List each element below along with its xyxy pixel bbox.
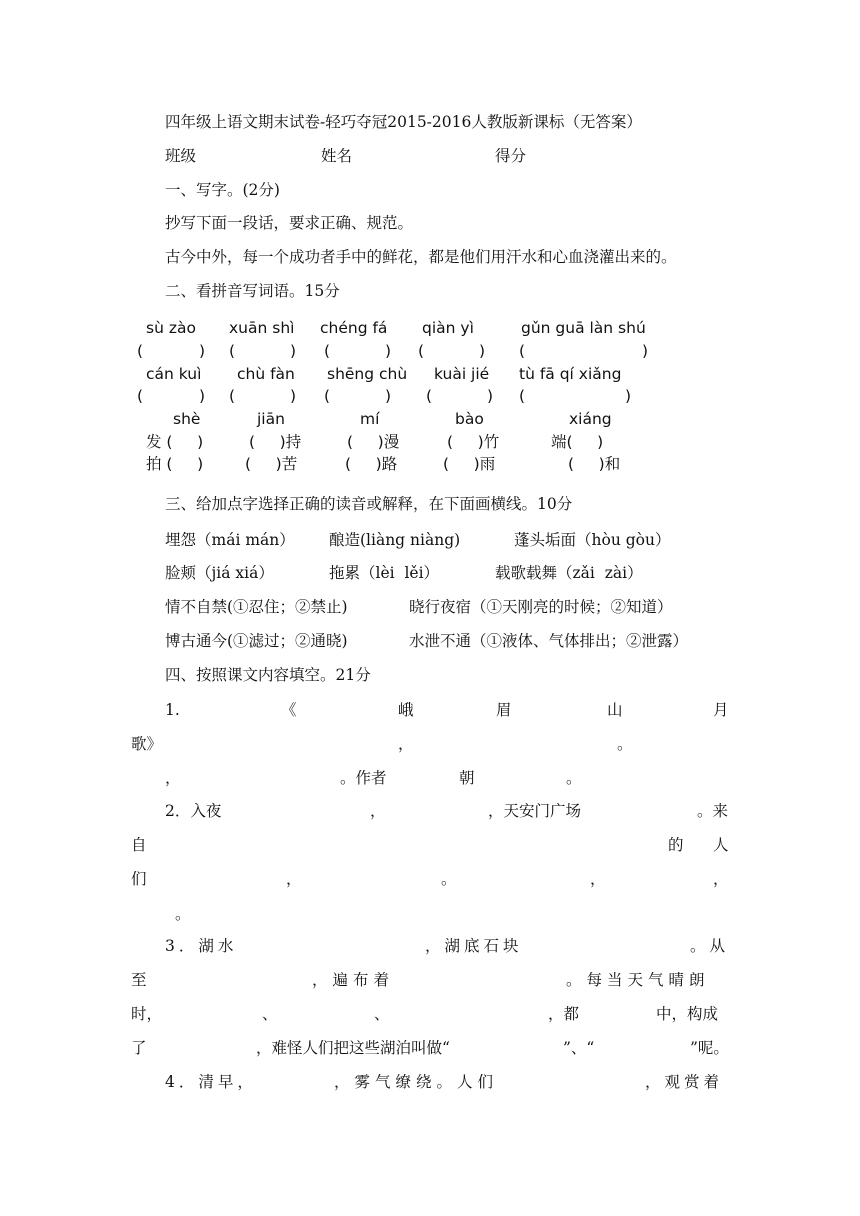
fill-text: 人 <box>713 836 729 854</box>
fill-text: 。每当天气晴朗 <box>566 971 710 989</box>
pinyin-item: bào <box>455 410 484 428</box>
fill-text: 。 <box>441 870 457 888</box>
fill-text: ”、“ <box>563 1039 595 1057</box>
pinyin-item: xiáng <box>569 410 612 428</box>
pinyin-item: kuài jié <box>434 365 490 383</box>
fill-text: ，观赏着 <box>645 1073 724 1091</box>
answer-blank-open: ( <box>418 342 425 360</box>
fill-text: 。作者 <box>340 769 387 787</box>
reading-option: 拖累（lèi lěi） <box>329 564 440 582</box>
fill-text: 、 <box>374 1005 390 1023</box>
answer-blank-close: ) <box>479 342 486 360</box>
fill-text: ，难怪人们把这些湖泊叫做“ <box>256 1039 450 1057</box>
fill-text: 。 <box>175 905 191 923</box>
answer-blank-open: ( <box>426 387 433 405</box>
fill-text: 月 <box>713 701 729 719</box>
fill-text: ”呢。 <box>690 1039 729 1057</box>
fill-text: ，雾气缭绕。人们 <box>334 1073 499 1091</box>
section1-passage: 古今中外，每一个成功者手中的鲜花，都是他们用汗水和心血浇灌出来的。 <box>165 248 677 266</box>
fill-text: ， <box>398 735 414 753</box>
pinyin-item: qiàn yì <box>422 319 474 337</box>
fill-text: 。 <box>617 735 633 753</box>
homophone-blank: ( )漫 <box>347 433 400 451</box>
answer-blank-open: ( <box>137 342 144 360</box>
section3-heading: 三、给加点字选择正确的读音或解释，在下面画横线。10分 <box>165 495 573 513</box>
answer-blank-close: ) <box>290 342 297 360</box>
homophone-blank: ( )路 <box>345 455 398 473</box>
section4-heading: 四、按照课文内容填空。21分 <box>165 666 371 684</box>
fill-text: ，都 <box>548 1005 580 1023</box>
fill-text: ， <box>165 769 181 787</box>
fill-text: ，天安门广场 <box>488 802 582 820</box>
homophone-blank: 端( ) <box>551 433 604 451</box>
fill-text: 们 <box>131 870 147 888</box>
answer-blank-close: ) <box>487 387 494 405</box>
fill-text: ，遍布着 <box>312 971 395 989</box>
fill-text: 眉 <box>496 701 512 719</box>
fill-text: ， <box>713 870 729 888</box>
fill-text: 4．清早， <box>165 1073 257 1091</box>
pinyin-item: mí <box>360 410 380 428</box>
section1-heading: 一、写字。(2分) <box>165 181 280 199</box>
reading-option: 载歌载舞（zǎi zài） <box>495 564 643 582</box>
answer-blank-open: ( <box>229 387 236 405</box>
class-label: 班级 <box>165 147 197 165</box>
fill-text: 歌》 <box>131 735 163 753</box>
answer-blank-close: ) <box>625 387 632 405</box>
fill-text: 《 <box>281 701 297 719</box>
pinyin-item: tù fā qí xiǎng <box>519 365 622 383</box>
fill-text: 2．入夜 <box>165 802 222 820</box>
pinyin-item: shēng chù <box>327 365 408 383</box>
fill-text: 了 <box>131 1039 147 1057</box>
fill-text: ， <box>286 870 302 888</box>
fill-text: 时， <box>131 1005 163 1023</box>
answer-blank-open: ( <box>519 342 526 360</box>
homophone-blank: ( )竹 <box>447 433 500 451</box>
answer-blank-open: ( <box>137 387 144 405</box>
fill-text: 。 <box>566 769 582 787</box>
pinyin-item: xuān shì <box>229 319 295 337</box>
homophone-blank: 发 ( ) <box>146 433 204 451</box>
answer-blank-open: ( <box>229 342 236 360</box>
fill-text: ， <box>370 802 386 820</box>
meaning-option: 水泄不通（①液体、气体排出；②泄露） <box>409 632 689 650</box>
section2-heading: 二、看拼音写词语。15分 <box>165 282 340 300</box>
fill-text: 山 <box>607 701 623 719</box>
pinyin-item: sù zào <box>146 319 196 337</box>
answer-blank-close: ) <box>199 387 206 405</box>
answer-blank-close: ) <box>199 342 206 360</box>
answer-blank-close: ) <box>385 342 392 360</box>
answer-blank-open: ( <box>324 387 331 405</box>
fill-text: 自 <box>131 836 147 854</box>
homophone-blank: ( )雨 <box>443 455 496 473</box>
fill-text: ， <box>590 870 606 888</box>
fill-text: 。从 <box>690 937 730 955</box>
meaning-option: 情不自禁(①忍住；②禁止) <box>165 598 348 616</box>
fill-text: 的 <box>668 836 684 854</box>
reading-option: 蓬头垢面（hòu gòu） <box>514 531 671 549</box>
fill-text: ，湖底石块 <box>425 937 523 955</box>
reading-option: 埋怨（mái mán） <box>165 531 295 549</box>
fill-text: 朝 <box>459 769 475 787</box>
answer-blank-open: ( <box>519 387 526 405</box>
pinyin-item: chù fàn <box>237 365 295 383</box>
pinyin-item: gǔn guā làn shú <box>521 319 646 337</box>
pinyin-item: chéng fá <box>320 319 388 337</box>
pinyin-item: jiān <box>257 410 285 428</box>
score-label: 得分 <box>495 147 527 165</box>
fill-text: 峨 <box>398 701 414 719</box>
name-label: 姓名 <box>321 147 353 165</box>
homophone-blank: ( )苦 <box>245 455 298 473</box>
fill-text: 1. <box>165 701 180 719</box>
reading-option: 脸颊（jiá xiá） <box>165 564 274 582</box>
answer-blank-close: ) <box>290 387 297 405</box>
fill-text: 中，构成 <box>656 1005 719 1023</box>
homophone-blank: 拍 ( ) <box>146 455 204 473</box>
pinyin-item: cán kuì <box>146 365 202 383</box>
page-title: 四年级上语文期末试卷-轻巧夺冠2015-2016人教版新课标（无答案） <box>165 113 642 131</box>
answer-blank-close: ) <box>385 387 392 405</box>
meaning-option: 晓行夜宿（①天刚亮的时候；②知道） <box>409 598 673 616</box>
reading-option: 酿造(liàng niàng) <box>329 531 461 549</box>
fill-text: 、 <box>262 1005 278 1023</box>
fill-text: 至 <box>131 971 147 989</box>
homophone-blank: ( )和 <box>568 455 621 473</box>
fill-text: 。来 <box>697 802 729 820</box>
fill-text: 3．湖水 <box>165 937 238 955</box>
answer-blank-close: ) <box>642 342 649 360</box>
meaning-option: 博古通今(①滤过；②通晓) <box>165 632 348 650</box>
answer-blank-open: ( <box>324 342 331 360</box>
pinyin-item: shè <box>173 410 201 428</box>
homophone-blank: ( )持 <box>249 433 302 451</box>
section1-instruction: 抄写下面一段话，要求正确、规范。 <box>165 214 414 232</box>
